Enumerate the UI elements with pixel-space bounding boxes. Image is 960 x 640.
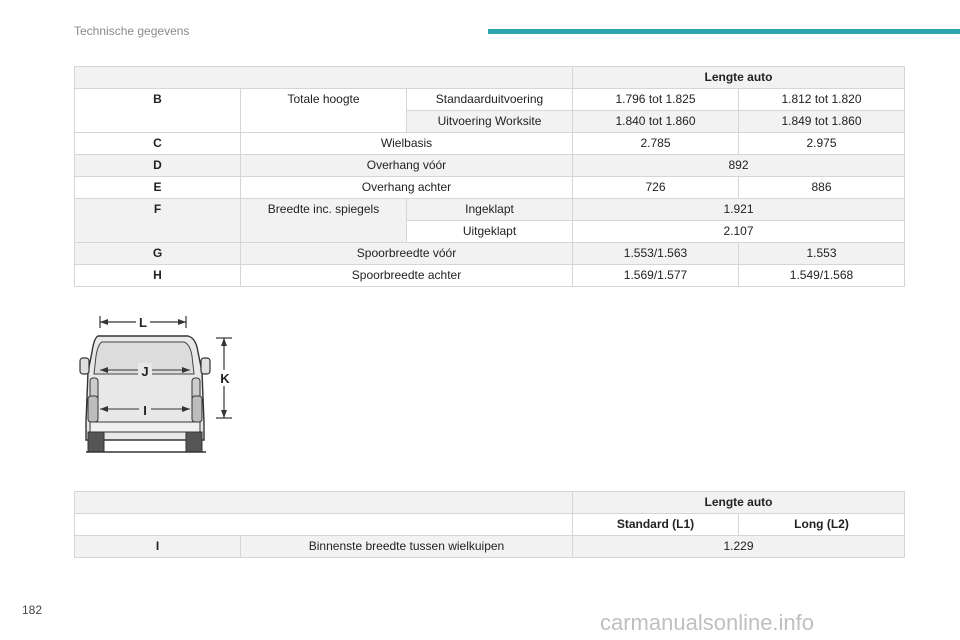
- column-header-lengte: Lengte auto: [573, 67, 905, 89]
- cell-value: 1.549/1.568: [739, 265, 905, 287]
- row-label: Spoorbreedte achter: [241, 265, 573, 287]
- watermark: carmanualsonline.info: [600, 610, 815, 635]
- table-row: [75, 199, 905, 221]
- table-row: [75, 536, 905, 558]
- cell-value: 1.812 tot 1.820: [739, 89, 905, 111]
- row-sublabel: Standaarduitvoering: [407, 89, 573, 111]
- row-code: D: [75, 155, 241, 177]
- row-label: Totale hoogte: [241, 89, 407, 133]
- table-row: [75, 89, 905, 111]
- dimensions-table: [74, 66, 905, 287]
- row-code: G: [75, 243, 241, 265]
- label-j: J: [141, 364, 149, 379]
- table-row: [75, 133, 905, 155]
- row-code: H: [75, 265, 241, 287]
- row-label: Binnenste breedte tussen wielkuipen: [241, 536, 573, 558]
- table-row: [75, 265, 905, 287]
- row-label: Spoorbreedte vóór: [241, 243, 573, 265]
- row-code: F: [75, 199, 241, 243]
- cell-value: 1.796 tot 1.825: [573, 89, 739, 111]
- cell-value: 2.785: [573, 133, 739, 155]
- table-row: [75, 492, 905, 514]
- cell-value: 1.569/1.577: [573, 265, 739, 287]
- cell-value: 2.107: [573, 221, 905, 243]
- cell-value: 726: [573, 177, 739, 199]
- cell-value: 1.553/1.563: [573, 243, 739, 265]
- cell-value: 892: [573, 155, 905, 177]
- table-row: [75, 67, 905, 89]
- cell-value: 1.840 tot 1.860: [573, 111, 739, 133]
- header-accent-bar: [488, 29, 960, 34]
- column-header-long: Long (L2): [739, 514, 905, 536]
- row-label: Wielbasis: [241, 133, 573, 155]
- cell-value: 1.921: [573, 199, 905, 221]
- label-k: K: [220, 371, 230, 386]
- column-header-lengte: Lengte auto: [573, 492, 905, 514]
- row-code: B: [75, 89, 241, 133]
- row-label: Overhang vóór: [241, 155, 573, 177]
- interior-dimensions-table: [74, 491, 905, 558]
- left-mirror: [80, 358, 89, 374]
- label-l: L: [139, 315, 147, 330]
- table-row: [75, 177, 905, 199]
- cell-value: 1.229: [573, 536, 905, 558]
- row-sublabel: Uitvoering Worksite: [407, 111, 573, 133]
- row-sublabel: Uitgeklapt: [407, 221, 573, 243]
- table-row: [75, 243, 905, 265]
- cell-value: 2.975: [739, 133, 905, 155]
- section-title: Technische gegevens: [74, 24, 190, 38]
- cell-value: 1.849 tot 1.860: [739, 111, 905, 133]
- cell-value: 886: [739, 177, 905, 199]
- van-rear-diagram: [78, 312, 238, 462]
- cell-value: 1.553: [739, 243, 905, 265]
- table-row: [75, 155, 905, 177]
- row-label: Breedte inc. spiegels: [241, 199, 407, 243]
- row-code: I: [75, 536, 241, 558]
- column-header-standard: Standard (L1): [573, 514, 739, 536]
- row-label: Overhang achter: [241, 177, 573, 199]
- row-code: E: [75, 177, 241, 199]
- row-sublabel: Ingeklapt: [407, 199, 573, 221]
- page-number: 182: [22, 603, 43, 617]
- label-i: I: [143, 403, 147, 418]
- table-row: [75, 514, 905, 536]
- row-code: C: [75, 133, 241, 155]
- right-mirror: [201, 358, 210, 374]
